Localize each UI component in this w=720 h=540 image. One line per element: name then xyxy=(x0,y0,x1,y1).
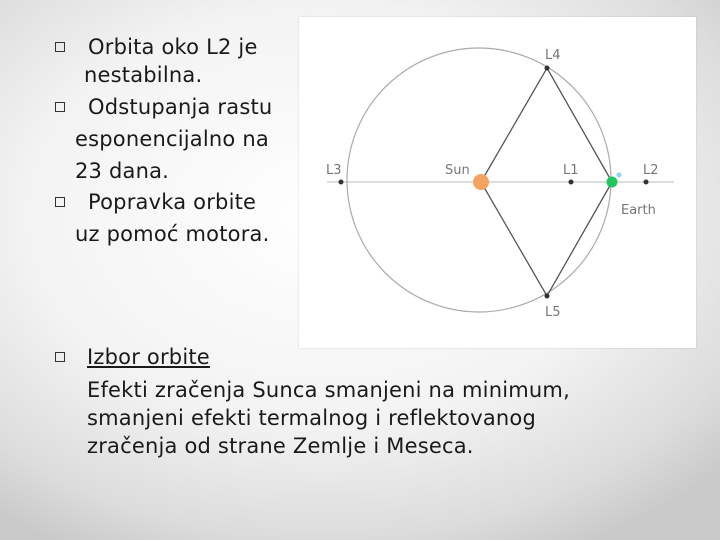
bullet-3-line-2: uz pomoć motora. xyxy=(75,222,270,246)
label-l4: L4 xyxy=(545,48,561,63)
label-earth: Earth xyxy=(621,203,656,218)
bullet-4-line-4: zračenja od strane Zemlje i Meseca. xyxy=(87,434,474,458)
bullet-marker xyxy=(55,352,65,362)
label-l2: L2 xyxy=(643,163,659,178)
bullet-4-line-3: smanjeni efekti termalnog i reflektovanog xyxy=(87,406,537,430)
bullet-4-line-1: Izbor orbite xyxy=(87,345,210,369)
label-sun: Sun xyxy=(445,163,470,178)
bullet-4-line-2: Efekti zračenja Sunca smanjeni na minimum, xyxy=(87,378,570,402)
bullet-2-line-1: Odstupanja rastu xyxy=(88,95,273,119)
bullet-2-line-3: 23 dana. xyxy=(75,159,170,183)
label-l1: L1 xyxy=(563,163,579,178)
sun-l4-earth-lines xyxy=(481,68,612,182)
satellite-icon xyxy=(617,173,622,178)
label-l3: L3 xyxy=(326,163,342,178)
bullet-marker xyxy=(55,102,65,112)
bullet-1-line-2: nestabilna. xyxy=(84,63,203,87)
bullet-marker xyxy=(55,42,65,52)
l1-point xyxy=(569,180,574,185)
earth-icon xyxy=(607,177,618,188)
lagrange-points-diagram xyxy=(299,17,696,348)
l5-point xyxy=(545,294,550,299)
l3-point xyxy=(339,180,344,185)
label-l5: L5 xyxy=(545,305,561,320)
l4-point xyxy=(545,66,550,71)
sun-icon xyxy=(473,174,489,190)
sun-l5-earth-lines xyxy=(481,182,612,296)
lagrange-diagram-svg xyxy=(299,17,696,348)
l2-point xyxy=(644,180,649,185)
bullet-3-line-1: Popravka orbite xyxy=(88,190,257,214)
bullet-2-line-2: esponencijalno na xyxy=(75,127,269,151)
bullet-marker xyxy=(55,197,65,207)
bullet-1-line-1: Orbita oko L2 je xyxy=(88,35,258,59)
